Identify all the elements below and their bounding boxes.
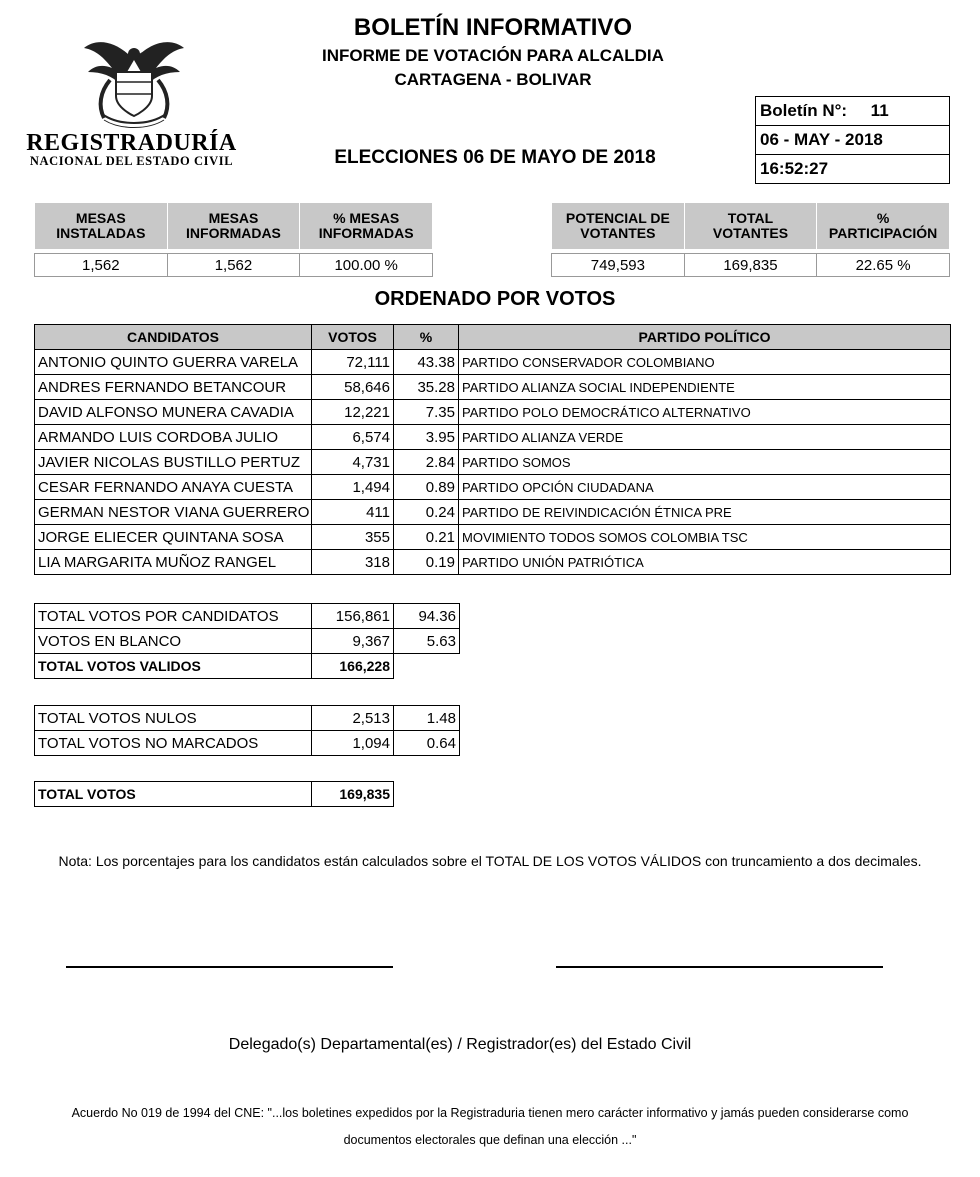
candidate-party: MOVIMIENTO TODOS SOMOS COLOMBIA TSC	[459, 525, 951, 550]
logo-name: REGISTRADURÍA	[26, 130, 237, 156]
table-row	[35, 500, 951, 525]
blank-votes-value: 9,367	[312, 629, 394, 654]
column-header-party: PARTIDO POLÍTICO	[459, 325, 951, 350]
totals-row	[35, 706, 460, 731]
candidate-name: ARMANDO LUIS CORDOBA JULIO	[35, 425, 312, 450]
candidate-pct: 2.84	[394, 450, 459, 475]
agreement-text: Acuerdo No 019 de 1994 del CNE: "...los boletines expedidos por la Registraduria tienen mero carácter informativo y jamás pueden considerarse como documentos electorales que definan una elección ..."	[71, 1106, 909, 1147]
total-votes-label: TOTAL VOTOS	[35, 782, 312, 807]
note-text: Nota: Los porcentajes para los candidatos están calculados sobre el TOTAL DE LOS VOTOS VÁLIDOS con truncamiento a dos decimales.	[58, 853, 922, 869]
candidate-party: PARTIDO ALIANZA VERDE	[459, 425, 951, 450]
header-participacion: % PARTICIPACIÓN	[817, 203, 950, 249]
location: CARTAGENA - BOLIVAR	[394, 70, 592, 89]
table-row	[35, 400, 951, 425]
totals-row	[35, 654, 460, 679]
blank-votes-pct: 5.63	[394, 629, 460, 654]
page-subtitle: INFORME DE VOTACIÓN PARA ALCALDIA	[322, 46, 664, 65]
table-row	[35, 375, 951, 400]
total-candidates-label: TOTAL VOTOS POR CANDIDATOS	[35, 604, 312, 629]
candidate-party: PARTIDO DE REIVINDICACIÓN ÉTNICA PRE	[459, 500, 951, 525]
signature-line-right	[556, 966, 883, 968]
table-header-row	[35, 325, 951, 350]
candidate-party: PARTIDO POLO DEMOCRÁTICO ALTERNATIVO	[459, 400, 951, 425]
section-title: ORDENADO POR VOTOS	[374, 288, 616, 310]
totals-row	[35, 604, 460, 629]
bulletin-number: Boletín N°: 11	[756, 97, 949, 126]
total-votes-table	[34, 781, 394, 807]
candidate-votes: 12,221	[312, 400, 394, 425]
bulletin-date: 06 - MAY - 2018	[756, 126, 949, 155]
null-votes-value: 2,513	[312, 706, 394, 731]
total-candidates-votes: 156,861	[312, 604, 394, 629]
candidate-votes: 411	[312, 500, 394, 525]
blank-votes-label: VOTOS EN BLANCO	[35, 629, 312, 654]
candidate-pct: 0.19	[394, 550, 459, 575]
totals-row	[35, 731, 460, 756]
table-row	[35, 350, 951, 375]
column-header-pct: %	[394, 325, 459, 350]
valid-votes-label: TOTAL VOTOS VALIDOS	[35, 654, 312, 679]
candidate-votes: 355	[312, 525, 394, 550]
header-mesas-informadas: MESAS INFORMADAS	[167, 203, 300, 249]
candidate-votes: 58,646	[312, 375, 394, 400]
candidate-votes: 318	[312, 550, 394, 575]
value-pct-mesas-informadas: 100.00 %	[300, 254, 433, 277]
bulletin-box	[755, 96, 950, 184]
valid-votes-value: 166,228	[312, 654, 394, 679]
candidate-pct: 43.38	[394, 350, 459, 375]
total-candidates-pct: 94.36	[394, 604, 460, 629]
value-total-votantes: 169,835	[684, 254, 816, 277]
candidate-pct: 7.35	[394, 400, 459, 425]
coat-of-arms-icon	[24, 30, 244, 130]
value-potencial-votantes: 749,593	[552, 254, 685, 277]
candidate-pct: 0.21	[394, 525, 459, 550]
summary-left	[34, 203, 433, 277]
total-votes-value: 169,835	[312, 782, 394, 807]
candidate-name: ANTONIO QUINTO GUERRA VARELA	[35, 350, 312, 375]
header-pct-mesas-informadas: % MESAS INFORMADAS	[300, 203, 433, 249]
candidate-votes: 72,111	[312, 350, 394, 375]
candidate-pct: 35.28	[394, 375, 459, 400]
candidate-name: JORGE ELIECER QUINTANA SOSA	[35, 525, 312, 550]
summary-right	[551, 203, 950, 277]
candidate-pct: 3.95	[394, 425, 459, 450]
table-row	[35, 525, 951, 550]
candidate-party: PARTIDO CONSERVADOR COLOMBIANO	[459, 350, 951, 375]
bulletin-time: 16:52:27	[760, 159, 829, 178]
null-votes-pct: 1.48	[394, 706, 460, 731]
candidates-table	[34, 324, 951, 575]
candidate-name: LIA MARGARITA MUÑOZ RANGEL	[35, 550, 312, 575]
page-title: BOLETÍN INFORMATIVO	[353, 14, 633, 41]
candidate-pct: 0.24	[394, 500, 459, 525]
candidate-party: PARTIDO UNIÓN PATRIÓTICA	[459, 550, 951, 575]
column-header-votes: VOTOS	[312, 325, 394, 350]
candidate-votes: 4,731	[312, 450, 394, 475]
candidate-party: PARTIDO OPCIÓN CIUDADANA	[459, 475, 951, 500]
candidate-votes: 1,494	[312, 475, 394, 500]
unmarked-votes-pct: 0.64	[394, 731, 460, 756]
signature-line-left	[66, 966, 393, 968]
table-row	[35, 550, 951, 575]
null-votes-label: TOTAL VOTOS NULOS	[35, 706, 312, 731]
totals-null-table	[34, 705, 460, 756]
column-header-candidates: CANDIDATOS	[35, 325, 312, 350]
header-total-votantes: TOTAL VOTANTES	[684, 203, 816, 249]
value-participacion: 22.65 %	[817, 254, 950, 277]
value-mesas-instaladas: 1,562	[35, 254, 168, 277]
elections-title: ELECCIONES 06 DE MAYO DE 2018	[334, 147, 656, 168]
candidate-votes: 6,574	[312, 425, 394, 450]
candidate-party: PARTIDO ALIANZA SOCIAL INDEPENDIENTE	[459, 375, 951, 400]
candidate-name: DAVID ALFONSO MUNERA CAVADIA	[35, 400, 312, 425]
value-mesas-informadas: 1,562	[167, 254, 300, 277]
candidate-party: PARTIDO SOMOS	[459, 450, 951, 475]
signature-caption: Delegado(s) Departamental(es) / Registrador(es) del Estado Civil	[228, 1036, 692, 1053]
candidate-pct: 0.89	[394, 475, 459, 500]
table-row	[35, 425, 951, 450]
logo-subtitle: NACIONAL DEL ESTADO CIVIL	[29, 154, 234, 168]
candidate-name: CESAR FERNANDO ANAYA CUESTA	[35, 475, 312, 500]
unmarked-votes-value: 1,094	[312, 731, 394, 756]
totals-candidates-table	[34, 603, 460, 679]
unmarked-votes-label: TOTAL VOTOS NO MARCADOS	[35, 731, 312, 756]
table-row	[35, 450, 951, 475]
candidate-name: GERMAN NESTOR VIANA GUERRERO	[35, 500, 312, 525]
totals-row	[35, 782, 394, 807]
totals-row	[35, 629, 460, 654]
header-potencial-votantes: POTENCIAL DE VOTANTES	[552, 203, 685, 249]
candidate-name: JAVIER NICOLAS BUSTILLO PERTUZ	[35, 450, 312, 475]
header-mesas-instaladas: MESAS INSTALADAS	[35, 203, 168, 249]
candidate-name: ANDRES FERNANDO BETANCOUR	[35, 375, 312, 400]
table-row	[35, 475, 951, 500]
